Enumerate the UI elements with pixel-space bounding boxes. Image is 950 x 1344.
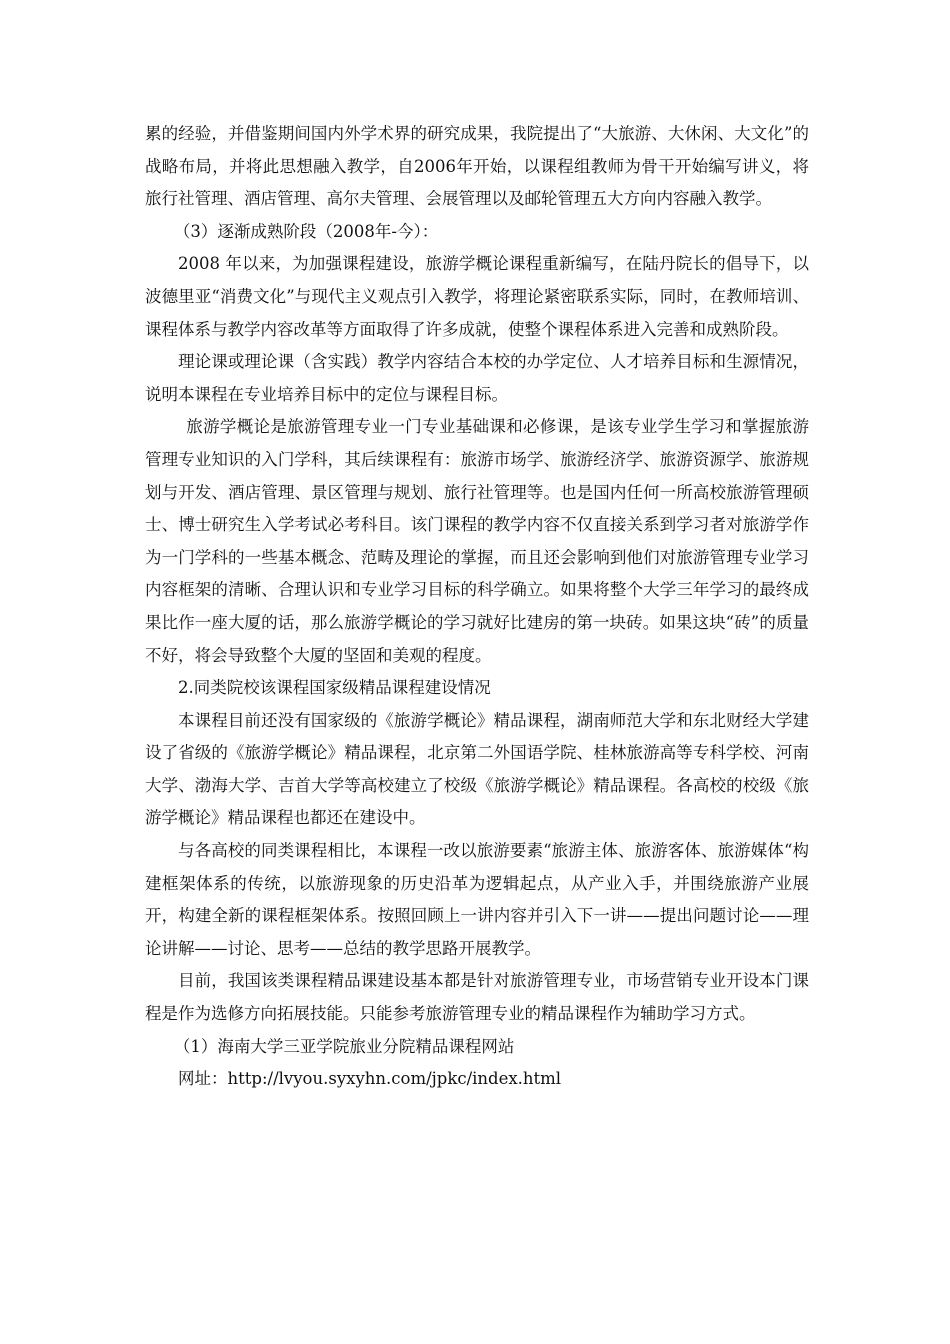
website-label: 网址： (178, 1069, 228, 1089)
website-heading: （1）海南大学三亚学院旅业分院精品课程网站 (173, 1036, 515, 1056)
paragraph-continuation: 累的经验，并借鉴期间国内外学术界的研究成果，我院提出了“大旅游、大休闲、大文化”的战略布局，并将此思想融入教学，自2006年开始，以课程组教师为骨干开始编写讲义，将旅行社管理、酒店管理、高尔夫管理、会展管理以及邮轮管理五大方向内容融入教学。 (145, 124, 809, 209)
paragraph-2008: 2008 年以来，为加强课程建设，旅游学概论课程重新编写，在陆丹院长的倡导下，以波德里亚“消费文化”与现代主义观点引入教学，将理论紧密联系实际，同时，在教师培训、课程体系与教学内容改革等方面取得了许多成就，使整个课程体系进入完善和成熟阶段。 (145, 254, 809, 339)
paragraph-comparison: 与各高校的同类课程相比，本课程一改以旅游要素“旅游主体、旅游客体、旅游媒体“构建框架体系的传统，以旅游现象的历史沿革为逻辑起点，从产业入手，并围绕旅游产业展开，构建全新的课程框架体系。按照回顾上一讲内容并引入下一讲——提出问题讨论——理论讲解——讨论、思考——总结的教学思路开展教学。 (145, 841, 809, 958)
section-2-heading: 2.同类院校该课程国家级精品课程建设情况 (178, 678, 491, 698)
website-line (145, 1063, 809, 1096)
paragraph-theory-course: 理论课或理论课（含实践）教学内容结合本校的办学定位、人才培养目标和生源情况，说明本课程在专业培养目标中的定位与课程目标。 (145, 352, 809, 404)
paragraph-course-intro: 旅游学概论是旅游管理专业一门专业基础课和必修课，是该专业学生学习和掌握旅游管理专业知识的入门学科，其后续课程有：旅游市场学、旅游经济学、旅游资源学、旅游规划与开发、酒店管理、景区管理与规划、旅行社管理等。也是国内任何一所高校旅游管理硕士、博士研究生入学考试必考科目。该门课程的教学内容不仅直接关系到学习者对旅游学作为一门学科的一些基本概念、范畴及理论的掌握，而且还会影响到他们对旅游管理专业学习内容框架的清晰、合理认识和专业学习目标的科学确立。如果将整个大学三年学习的最终成果比作一座大厦的话，那么旅游学概论的学习就好比建房的第一块砖。如果这块“砖”的质量不好，将会导致整个大厦的坚固和美观的程度。 (145, 417, 809, 665)
paragraph-current-state: 目前，我国该类课程精品课建设基本都是针对旅游管理专业，市场营销专业开设本门课程是作为选修方向拓展技能。只能参考旅游管理专业的精品课程作为辅助学习方式。 (145, 971, 809, 1024)
website-url-link[interactable]: http://lvyou.syxyhn.com/jpkc/index.html (227, 1069, 562, 1089)
document-page (145, 118, 809, 1096)
stage-3-heading: （3）逐渐成熟阶段（2008年-今）： (173, 221, 439, 241)
paragraph-national-courses: 本课程目前还没有国家级的《旅游学概论》精品课程，湖南师范大学和东北财经大学建设了省级的《旅游学概论》精品课程，北京第二外国语学院、桂林旅游高等专科学校、河南大学、渤海大学、吉首大学等高校建立了校级《旅游学概论》精品课程。各高校的校级《旅游学概论》精品课程也都还在建设中。 (145, 710, 809, 828)
